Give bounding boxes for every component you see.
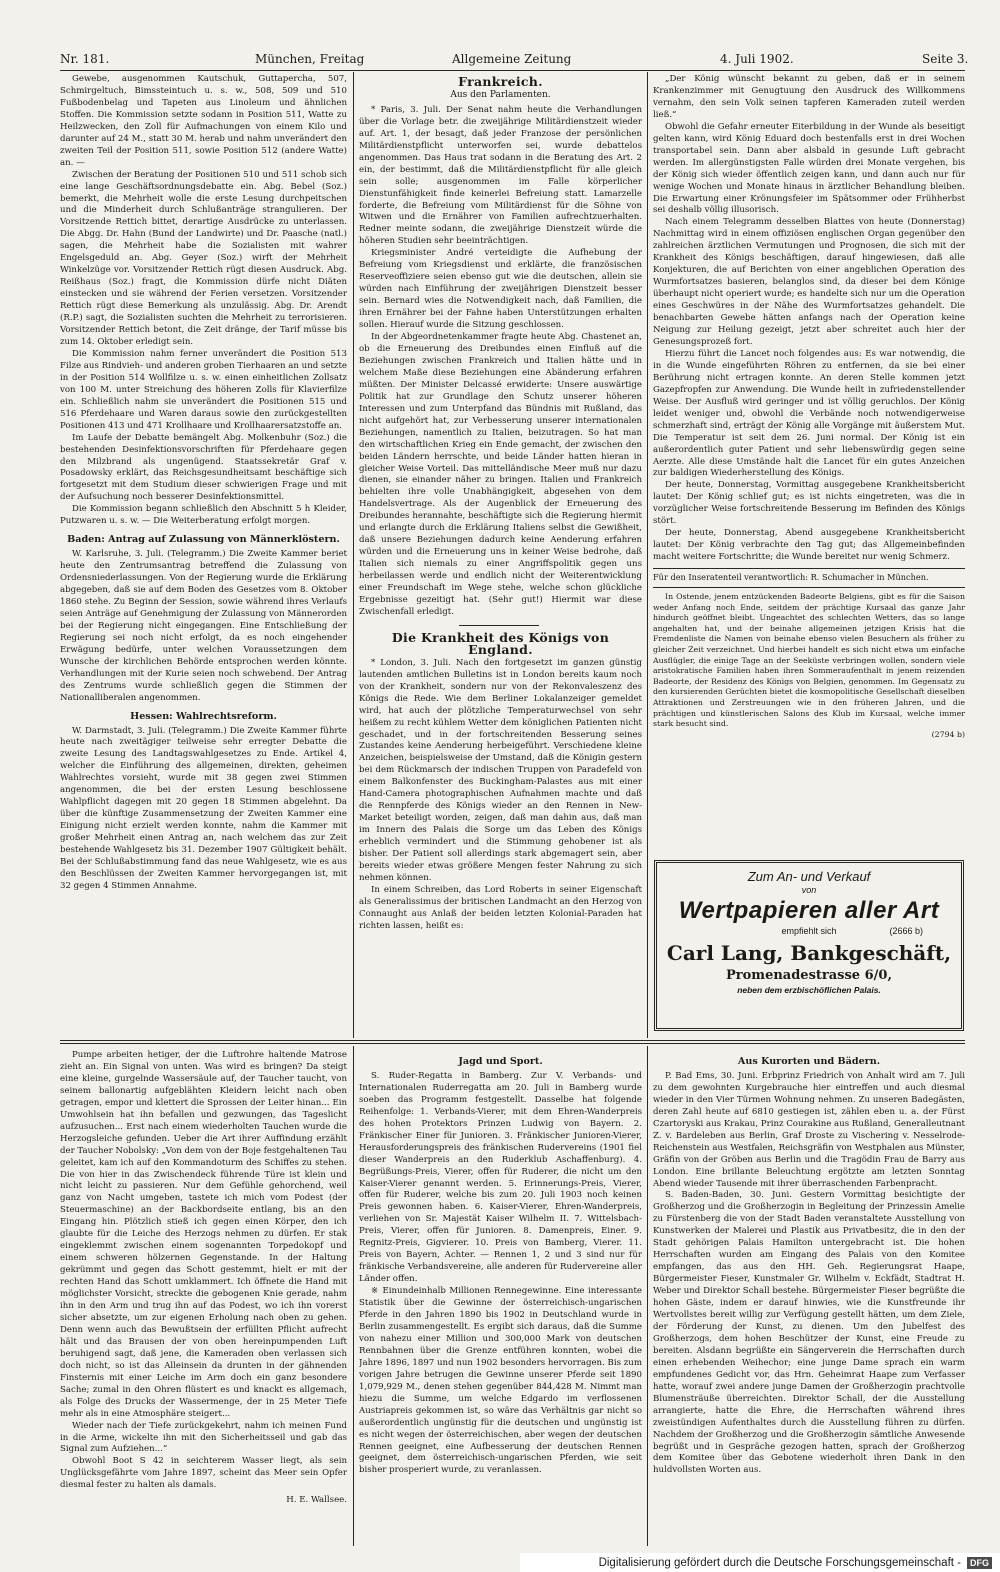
- advertisement-carl-lang: [654, 860, 964, 1031]
- paragraph: Zwischen der Beratung der Positionen 510 und 511 schob sich eine lange Geschäftsordnungsdebatte ein. Abg. Bebel (Soz.) bemerkt, die Mehrheit wolle die erste Lesung durchpeitschen und die Minderheit durch Schlußanträge strangulieren. Der Vorsitzende Rettich bittet, derartige Ausdrücke zu unterlassen. Die Abgg. Dr. Hahn (Bund der Landwirte) und Dr. Paasche (natl.) sagen, die Mehrheit habe die Sozialisten mit wahrer Engelsgeduld an. Abg. Geyer (Soz.) wirft der Mehrheit Winkelzüge vor. Vorsitzender Rettich rügt diesen Ausdruck. Abg. Reißhaus (Soz.) fragt, die Kommission dürfe nicht Diäten einstecken und sie während der Ferien versetzen. Vorsitzender Rettich rügt diese Bemerkung als unzulässig. Abg. Dr. Arendt (R.P.) sagt, die Sozialisten suchten die Mehrheit zu terrorisieren. Vorsitzender Rettich betont, die Zeit dränge, der Tarif müsse bis zum 14. Oktober erledigt sein.: [60, 169, 347, 347]
- heading-baden: Baden: Antrag auf Zulassung von Männerklöstern.: [67, 534, 340, 546]
- paragraph: Der heute, Donnerstag, Abend ausgegebene Krankheitsbericht lautet: Der König verbrachte den Tag gut; das Allgemeinbefinden macht weitere Fortschritte; die Wunde bereitet nur wenig Schmerz.: [653, 528, 965, 563]
- paragraph: Pumpe arbeiten hetiger, der die Luftrohre haltende Matrose zieht an. Ein Signal von unten. Was wird es bringen? Da steigt eine kleine, gurgelnde Wassersäule auf, der Taucher taucht, von seinem ballonartig aufgeblähten Kleidern leicht nach oben getragen, empor und klettert die Sprossen der Leiter hinan... Ein Umwohlsein hat ihn befallen und gezwungen, das Tageslicht aufzusuchen... Erst nach einem wiederholten Tauchen wurde die Herzogsleiche gefunden. Ueber die Art ihrer Auffindung erzählt der Taucher Nobolsky: „Von dem von der Boje festgehaltenen Tau geleitet, kam ich auf den Kommandoturm des Schiffes zu stehen. Die von hier in das Zwischendeck führende Türe ist klein und nicht leicht zu passieren. Nur dem Gefühle gehorchend, weil ganz von Nacht umgeben, tastete ich mich vom Podest (der Steuermaschine) an der Backbordseite entlang, bis an den Eingang hin. Plötzlich stieß ich gegen einen Körper, den ich glaubte für die Leiche des Herzogs nehmen zu dürfen. Er stak eingeklemmt zwischen einem sogenannten Torpedokopf und einem schweren hölzernen Gegenstande. In der Haltung gekrümmt und gegen das Schott gestemmt, hielt er mit der rechten Hand das Schott umklammert. Ich öffnete die Hand mit möglichster Vorsicht, streckte die gebogenen Knie gerade, nahm ihn in den Arm und trug ihn auf das Podest, wo ich ihn vorerst sicher absetzte, um zur eigenen Erholung nach oben zu gehen. Denn wenn auch das Bewußtsein der erfüllten Pflicht aufrecht hält und das Brausen der von oben hereinpumpenden Luft beruhigend sagt, daß jene, die Kameraden oben verlassen sich doch nicht, so ist das Alleinsein da drunten in der gähnenden Finsternis mit einer Leiche im Arm doch ein ganz besondere Sache; zumal in den Ohren flüstert es und knackt es allgemach, als Folge des Drucks der Wassermenge, der in 25 Meter Tiefe mehr als in eine Atmosphäre steigert...: [60, 1050, 347, 1419]
- column-rule-2: [647, 72, 648, 1038]
- paragraph: Im Laufe der Debatte bemängelt Abg. Molkenbuhr (Soz.) die bestehenden Desinfektionsvorschriften für Pferdehaare gegen den Milzbrand als ungenügend. Staatssekretär Graf v. Posadowsky erklärt, das Reichsgesundheitsamt beschäftige sich fortgesetzt mit dem Studium dieser schwierigen Frage und mit der Aufsuchung noch besserer Desinfektionsmittel.: [60, 432, 347, 503]
- paragraph: Kriegsminister André verteidigte die Aufhebung der Befreiung vom Kriegsdienst und erklärte, die französischen Reserveoffiziere seien ebenso gut wie die deutschen, allein sie würden nach Einführung der zweijährigen Dienstzeit besser sein. Bernard wies die Notwendigkeit nach, daß Familien, die ihren Ernährer bei der Fahne haben Unterstützungen erhalten sollen. Hierauf wurde die Sitzung geschlossen.: [359, 248, 642, 331]
- paragraph: W. Karlsruhe, 3. Juli. (Telegramm.) Die Zweite Kammer beriet heute den Zentrumsantrag betreffend die Zulassung von Ordensniederlassungen. Von der Regierung wurde die Erklärung abgegeben, daß sie auf dem Boden des Gesetzes vom 8. Oktober 1860 stehe. Zu Beginn der Session, sowie während ihres Verlaufs seien Anträge auf Genehmigung der Zulassung von Männerorden bei der Regierung nicht eingegangen. Eine Entschließung der Regierung sei noch nicht erfolgt, da es noch eingehender Erwägung bedürfe, unter welchen Voraussetzungen dem Wunsche der kirchlichen Behörde entsprochen werden könnte. Verhandlungen mit der Kurie seien noch schwebend. Der Antrag des Zentrums wurde schließlich gegen die Stimmen der Nationalliberalen angenommen.: [60, 549, 347, 703]
- section-separator-double-1: [60, 1040, 965, 1041]
- sport-column: [359, 1050, 642, 1540]
- section-separator-double-2: [60, 1043, 965, 1044]
- paragraph: Gewebe, ausgenommen Kautschuk, Guttapercha, 507, Schmirgeltuch, Bimssteintuch u. s. w., 508, 509 und 510 Fußbodenbelag und Tapeten aus Linoleum und ähnlichen Stoffen. Die Kommission setzte sodann in Position 511, Watte zu Heilzwecken, den Zoll für Aufmachungen von einem Kilo und darunter auf 24 M., statt 30 M. herab und nahm unverändert den zweiten Teil der Position 511, sowie Position 512 (andere Watte) an. —: [60, 74, 347, 168]
- paragraph: * London, 3. Juli. Nach den fortgesetzt im ganzen günstig lautenden amtlichen Bulletins ist in London bereits kaum noch von der Krankheit, sondern nur von der Rekonvaleszenz des Königs die Rede. Wie dem Berliner Lokalanzeiger gemeldet wird, hat auch der plötzliche Temperaturwechsel von sehr heißem zu recht kühlem Wetter dem königlichen Patienten nicht geschadet, und in der fortschreitenden Besserung seines Zustandes keine Aenderung herbeigeführt. Verschiedene kleine Anzeichen, beispielsweise der Umstand, daß die Königin gestern bei dem Rückmarsch der indischen Truppen von Paradefeld von einem Balkonfenster des Buckingham-Palastes aus mit einer Hand-Camera photographischen Aufnahmen machte und daß die Rennpferde des Königs wieder an den Rennen in New-Market beteiligt worden, zeigen, daß man dahin aus, daß man im Innern des Palais die Sorge um das Leben des Königs erheblich vermindert und die Stimmung gehobener ist als bisher. Der Patient soll allerdings stark abgemagert sein, aber bereits wieder etwas größere Mengen fester Nahrung zu sich nehmen können.: [359, 657, 642, 883]
- paragraph: In der Abgeordnetenkammer fragte heute Abg. Chastenet an, ob die Erneuerung des Dreibundes einen Einfluß auf die Beziehungen zwischen Frankreich und Italien hätte und in welchem Maße diese Beziehungen eine Abänderung erfahren müßten. Der Minister Delcassé erwiderte: Unsere auswärtige Politik hat zur Grundlage den Schutz unserer höheren Interessen und zum Unterpfand das Bündnis mit Rußland, das nicht aufgehört hat, zur Verbesserung unserer internationalen Beziehungen, namentlich zu Italien, beizutragen. So hat man den wirtschaftlichen Krieg ein Ende gemacht, der zwischen den beiden Ländern herrschte, und beide Länder hatten hieran in gleicher Weise Vorteil. Das mittelländische Meer muß nur dazu dienen, sie einander näher zu bringen. Italien und Frankreich behielten ihre volle Unabhängigkeit, abgesehen von dem Handelsvertrage. Als der Augenblick der Erneuerung des Dreibundes herannahte, beschäftigte sich die Regierung hiermit und erlangte durch die Erklärung Italiens selbst die Gewißheit, daß unsere Beziehungen dadurch keine Aenderung erfahren würden und die Erneuerung uns in keiner Weise bedrohe, daß Italien sich niemals zu einer Angriffspolitik gegen uns herbeilassen werde und endlich nicht der Weiterentwicklung einer Freundschaft im Wege stehe, welche schon glückliche Ergebnisse gezeitigt hat. (Sehr gut!) Hiermit war diese Zwischenfall erledigt.: [359, 332, 642, 617]
- section-heading-england: Die Krankheit des Königs von England.: [391, 629, 610, 657]
- ad-line-4: [657, 926, 961, 936]
- paragraph: W. Darmstadt, 3. Juli. (Telegramm.) Die Zweite Kammer führte heute nach zweitägiger teilweise sehr erregter Debatte die zweite Lesung des Landtagswahlgesetzes zu Ende. Artikel 4, welcher die Einführung des allgemeinen, direkten, geheimen Wahlrechtes vorsieht, wurde mit 38 gegen zwei Stimmen angenommen, die bei der ersten Lesung beschlossene Wahlpflicht dagegen mit 20 gegen 18 Stimmen abgelehnt. Da über die künftige Zusammensetzung der Zweiten Kammer eine Einigung nicht erzielt werden konnte, nahm die Kammer mit großer Mehrheit einen Antrag an, nach welchem das zur Zeit bestehende Wahlgesetz bis 31. Dezember 1907 Gültigkeit behält. Bei der Schlußabstimmung fand das neue Wahlgesetz, wie es aus den Beschlüssen der Zweiten Kammer hervorgegangen ist, mit 32 gegen 4 Stimmen Annahme.: [60, 725, 347, 891]
- ad-number: (2666 b): [889, 926, 923, 936]
- paragraph: ※ Einundeinhalb Millionen Rennegewinne. Eine interessante Statistik über die Gewinne der österreichisch-ungarischen Pferde in den Jahren 1890 bis 1902 in Deutschland wurde in Berlin zusammengestellt. Es ergibt sich daraus, daß die Summe von nahezu einer Million und 300,000 Mark von deutschen Rennbahnen über die Grenze entführen konnten, wobei die Jahre 1896, 1897 und nun 1902 besonders hervorragen. Bis zum vorigen Jahre betrugen die Gewinne unserer Pferde seit 1890 1,079,929 M., denen stehen gegenüber 844,428 M. Nimmt man hiezu die Summe, um welche Edgardo im verflossenen Austriapreis gekommen ist, so wäre das Verhältnis gar nicht so außerordentlich ungünstig für die deutschen und ungünstig ist es nicht wegen der österreichischen, aber wegen der deutschen Rennen geeignet, eine Aufbesserung der deutschen Rennen geeignet, dem österreichisch-ungarischen Pferden, wie seit bisher prosperiert wurde, zu veranlassen.: [359, 1286, 642, 1476]
- paragraph: Der heute, Donnerstag, Vormittag ausgegebene Krankheitsbericht lautet: Der König schlief gut; es ist nichts eingetreten, was die in vorzüglicher Weise fortschreitende Besserung im Befinden des Königs stört.: [653, 480, 965, 527]
- place-day: München, Freitag: [255, 52, 365, 66]
- divider: [653, 568, 965, 569]
- ad-location: neben dem erzbischöflichen Palais.: [737, 985, 881, 995]
- ad-headline: Wertpapieren aller Art: [678, 897, 940, 924]
- paragraph: Die Kommission nahm ferner unverändert die Position 513 Filze aus Rindvieh- und anderen groben Tierhaaren an und setzte in der Position 514 Wollfilze u. s. w. einen einheitlichen Zollsatz von 100 M. unter Streichung des höheren Zolls für Klavierfilze ein. Schließlich nahm sie unverändert die Positionen 515 und 516 Pferdehaare und Waren daraus sowie den zurückgestellten Positionen 413 und 471 Krollhaare und Krollhaarersatzstoffe an.: [60, 348, 347, 431]
- divider: [653, 587, 965, 588]
- column-2: [359, 74, 642, 1034]
- issue-number: Nr. 181.: [60, 52, 110, 66]
- paragraph: * Paris, 3. Juli. Der Senat nahm heute die Verhandlungen über die Vorlage betr. die zweijährige Militärdienstzeit wieder auf. Art. 1, der besagt, daß jeder Franzose der persönlichen Militärdienstpflicht unterworfen sei, wurde debattelos angenommen. Das Haus trat sodann in die Beratung des Art. 2 ein, der bestimmt, daß die Militärdienstpflicht für alle gleich sein solle; ausgenommen im Falle körperlicher Dienstunfähigkeit finde keinerlei Befreiung statt. Lamarzelle forderte, die Befreiung vom Militärdienst für die Söhne von Witwen und die Ernährer von Familien aufrechtzuerhalten. Redner meinte sodann, die zweijährige Dienstzeit würde die höheren Studien sehr beeinträchtigen.: [359, 104, 642, 247]
- paragraph: S. Baden-Baden, 30. Juni. Gestern Vormittag besichtigte der Großherzog und die Großherzogin in Begleitung der Prinzessin Amelie zu Fürstenberg die von der Stadt Baden veranstaltete Ausstellung von Kunstwerken der Malerei und Plastik aus Privatbesitz, die in den der Stadt gehörigen Palais Hamilton untergebracht ist. Die hohen Herrschaften wurden am Eingang des Palais von den Komitee empfangen, das aus den HH. Geh. Regierungsrat Haape, Bürgermeister Fieser, Kunstmaler Gr. Wilhelm v. Eckfädt, Stadtrat H. Weber und Direktor Schall bestehe. Bürgermeister Fieser begrüßte die hohen Gäste, indem er darauf hinwies, wie die Kunstfreunde ihr Wertvollstes bereit willig zur Verfügung gestellt hätten, um dem Ziele, der Förderung der Kunst, zu dienen. Um den Jubelfest des Großherzogs, dem hohen Beschützer der Kunst, eine Freude zu bereiten. Alsdann begrüßte ein Sängerverein die Herrschaften durch einen erhebenden Weihechor; eine junge Dame sprach ein warm empfundenes Gedicht vor, das Hrn. Geheimrat Haape zum Verfasser hatte, worauf zwei andere junge Damen der Großherzogin prachtvolle Blumensträuße überreichten. Direktor Schall, der die Ausstellung arrangierte, hatte die Ehre, die Herrschaften während ihres zweistündigen Aufenthaltes durch die Ausstellung führen zu dürfen. Nachdem der Großherzog und die Großherzogin sämtliche Anwesende begrüßt und in Gespräche gezogen hatten, sprach der Großherzog dem Komitee über das Gebotene wiederholt ihren Dank in den huldvollsten Worten aus.: [653, 1190, 965, 1476]
- section-heading-jagd-sport: Jagd und Sport.: [458, 1056, 543, 1067]
- section-heading-frankreich: Frankreich.: [458, 74, 543, 89]
- paragraph: Nach einem Telegramm desselben Blattes von heute (Donnerstag) Nachmittag wird in einem offiziösen englischen Organ gegenüber den zahlreichen ärztlichen Vermutungen und Prognosen, die sich mit der Krankheit des Königs beschäftigen, darauf hingewiesen, daß alle Konjekturen, die auf Berichten von einer angeblichen Operation des Wurmfortsatzes basieren, belanglos sind, da dieser bei dem Könige überhaupt nicht operiert wurde; es handelte sich nur um die Operation eines Geschwüres in der Nähe des Wurmfortsatzes gehandelt. Die benachbarten Gewebe hätten anfangs nach der Operation keine Neigung zur Heilung gezeigt, jetzt aber schreitet auch hier der Genesungsprozeß fort.: [653, 217, 965, 347]
- footer-text: Digitalisierung gefördert durch die Deutsche Forschungsgemeinschaft -: [598, 1556, 961, 1569]
- masthead-rule: [60, 70, 965, 71]
- paragraph: S. Ruder-Regatta in Bamberg. Zur V. Verbands- und Internationalen Ruderregatta am 20. Juli in Bamberg wurde soeben das Programm festgestellt. Dasselbe hat folgende Reihenfolge: 1. Verbands-Vierer, mit dem Ehren-Wanderpreis des hohen Protektors Prinzen Ludwig von Bayern. 2. Fränkischer Einer für Junioren. 3. Fränkischer Junioren-Vierer, Herausforderungspreis des fränkischen Rudervereins (1901 fiel dieser Wanderpreis an den Ruderklub Aschaffenburg). 4. Begrüßungs-Preis, Vierer, offen für Ruderer, die nicht um den Kaiser-Vierer genannt werden. 5. Erinnerungs-Preis, Vierer, offen für Ruderer, welche bis zum 20. Juli 1903 noch keinen Preis gewonnen haben. 6. Kaiser-Vierer, Ehren-Wanderpreis, verliehen von Sr. Majestät Kaiser Wilhelm II. 7. Wittelsbach-Preis, Vierer, offen für Junioren. 8. Damenpreis, Einer. 9. Regnitz-Preis, Gigvierer. 10. Preis von Bamberg, Vierer. 11. Preis von Bayern, Achter. — Rennen 1, 2 und 3 sind nur für fränkische Verbandsvereine, alle anderen für Rudervereine aller Länder offen.: [359, 1070, 642, 1285]
- paragraph: Wieder nach der Tiefe zurückgekehrt, nahm ich meinen Fund in die Arme, wickelte ihn mit den Sicherheitsseil und gab das Signal zum Aufziehen...“: [60, 1420, 347, 1455]
- column-rule-4: [647, 1046, 648, 1546]
- section-heading-kurorte: Aus Kurorten und Bädern.: [737, 1056, 881, 1067]
- ad-recommend: empfiehlt sich: [781, 926, 837, 936]
- column-rule-3: [353, 1046, 354, 1546]
- author-signature: H. E. Wallsee.: [286, 1495, 347, 1506]
- paragraph: Obwohl die Gefahr erneuter Eiterbildung in der Wunde als beseitigt gelten kann, wird König Eduard doch bestenfalls erst in drei Wochen transportabel sein. Dann aber alsbald in gesunde Luft gebracht werden. Im allergünstigsten Falle würden drei Monate vergehen, bis der König sich wieder öffentlich zeigen kann, und dann auch nur für wenige Wochen und Monate hinaus in ärztlicher Behandlung bleiben. Die Erwartung einer Krönungsfeier im Spätsommer oder Frühherbst sei deshalb völlig illusorisch.: [653, 121, 965, 216]
- paragraph: „Der König wünscht bekannt zu geben, daß er in seinem Krankenzimmer mit Genugtuung den Ausdruck des Willkommens vernahm, den sein Volk seinen tapferen Kameraden zuteil werden ließ.“: [653, 74, 965, 120]
- paragraph: Hierzu führt die Lancet noch folgendes aus: Es war notwendig, die in die Wunde eingeführten Röhren zu entfernen, da sie bei einer Berührung nicht ertragen konnte. An deren Stelle kommen jetzt Gazepfropfen zur Anwendung. Die Wunde heilt in zufriedenstellender Weise. Der Ausfluß wird geringer und ist völlig geruchlos. Der König leidet weniger und, obwohl die Verbände noch notwendigerweise schmerzhaft sind, erträgt der König alle Vorgänge mit äußerstem Mut. Die Temperatur ist seit dem 26. Juni normal. Der König ist ein außerordentlich guter Patient und sehr liebenswürdig gegen seine Aerzte. Alle diese Umstände halt die Lancet für ein gutes Anzeichen zur baldigen Wiederherstellung des Königs.: [653, 348, 965, 479]
- feuilleton-column: [60, 1050, 347, 1540]
- dfg-logo-icon: DFG: [967, 1557, 992, 1569]
- heading-hessen: Hessen: Wahlrechtsreform.: [130, 710, 277, 722]
- column-3: [653, 74, 965, 854]
- ad-address: Promenadestrasse 6/0,: [726, 968, 892, 983]
- column-1: [60, 74, 347, 1034]
- ad-line-2: von: [801, 885, 817, 895]
- masthead: [60, 52, 969, 68]
- paragraph: In einem Schreiben, das Lord Roberts in seiner Eigenschaft als Generalissimus der britischen Landmacht an den Herzog von Connaught aus Anlaß der beiden letzten Kolonial-Paraden hat richten lassen, heißt es:: [359, 884, 642, 931]
- divider: [459, 625, 539, 626]
- subheading: Aus den Parlamenten.: [450, 89, 551, 100]
- ad-line-1: Zum An- und Verkauf: [747, 869, 871, 884]
- digitization-footer: [520, 1553, 1000, 1572]
- spa-column: [653, 1050, 965, 1540]
- ad-company: Carl Lang, Bankgeschäft,: [666, 941, 952, 965]
- ostende-notice: In Ostende, jenem entzückenden Badeorte Belgiens, gibt es für die Saison weder Anfang noch Ende, seitdem der prächtige Kursaal das ganze Jahr hindurch geöffnet bleibt. Ungeachtet des schlechten Wetters, das so lange angehalten hat, und der beinahe allgemeinen jetzigen Krisis hat die Fremdenliste die Namen von beinahe ebenso vielen Besuchern als früher zu gleicher Zeit verzeichnet. Und hierbei handelt es sich nicht etwa um einfache Ausflügler, die einige Tage an der Seeküste verbringen wollen, sondern viele aristokratische Familien haben ihren Sommeraufenthalt in jenem reizenden Badeorte, der Residenz des Königs von Belgien, genommen. Im Gegensatz zu den kursierenden Gerüchten bietet die kosmopolitische Gesellschaft dieselben Attraktionen und Zerstreuungen wie in den früheren Jahren, und die prächtigen und künstlerischen Salons des Klub im Kursaal, welche immer stark besucht sind.: [653, 592, 965, 729]
- imprint-line: Für den Inseratenteil verantwortlich: R. Schumacher in München.: [653, 572, 929, 583]
- paragraph: Die Kommission begann schließlich den Abschnitt 5 h Kleider, Putzwaren u. s. w. — Die Weiterberatung erfolgt morgen.: [60, 504, 347, 527]
- page-number: Seite 3.: [922, 52, 969, 66]
- paragraph: Obwohl Boot S 42 in seichterem Wasser liegt, als sein Unglücksgefährte vom Jahre 1897, scheint das Meer sein Opfer diesmal fester zu halten als damals.: [60, 1456, 347, 1491]
- paragraph: P. Bad Ems, 30. Juni. Erbprinz Friedrich von Anhalt wird am 7. Juli zu dem gewohnten Kurgebrauche hier eintreffen und auch diesmal wieder in den Vier Türmen Wohnung nehmen. Zu unseren Badegästen, deren Zahl heute auf 6810 gestiegen ist, zählen eben u. a. der Fürst Czartoryski aus Krakau, Prinz Courakine aus Rußland, Generalleutnant Z. v. Bardeleben aus Berlin, Graf Droste zu Vischering v. Nesselrode-Reichenstein aus Westfalen, Reichsgräfin von Westphalen aus Münster, Gräfin von der Gröben aus Berlin und die Tragödin Frau de Barry aus London. Eine brillante Beleuchtung ergötzte am letzten Sonntag Abend wieder Tausende mit ihrer überraschenden Farbenpracht.: [653, 1070, 965, 1189]
- column-rule-1: [353, 72, 354, 1038]
- notice-number: (2794 b): [931, 729, 965, 739]
- paper-title: Allgemeine Zeitung: [452, 52, 572, 66]
- issue-date: 4. Juli 1902.: [720, 52, 794, 66]
